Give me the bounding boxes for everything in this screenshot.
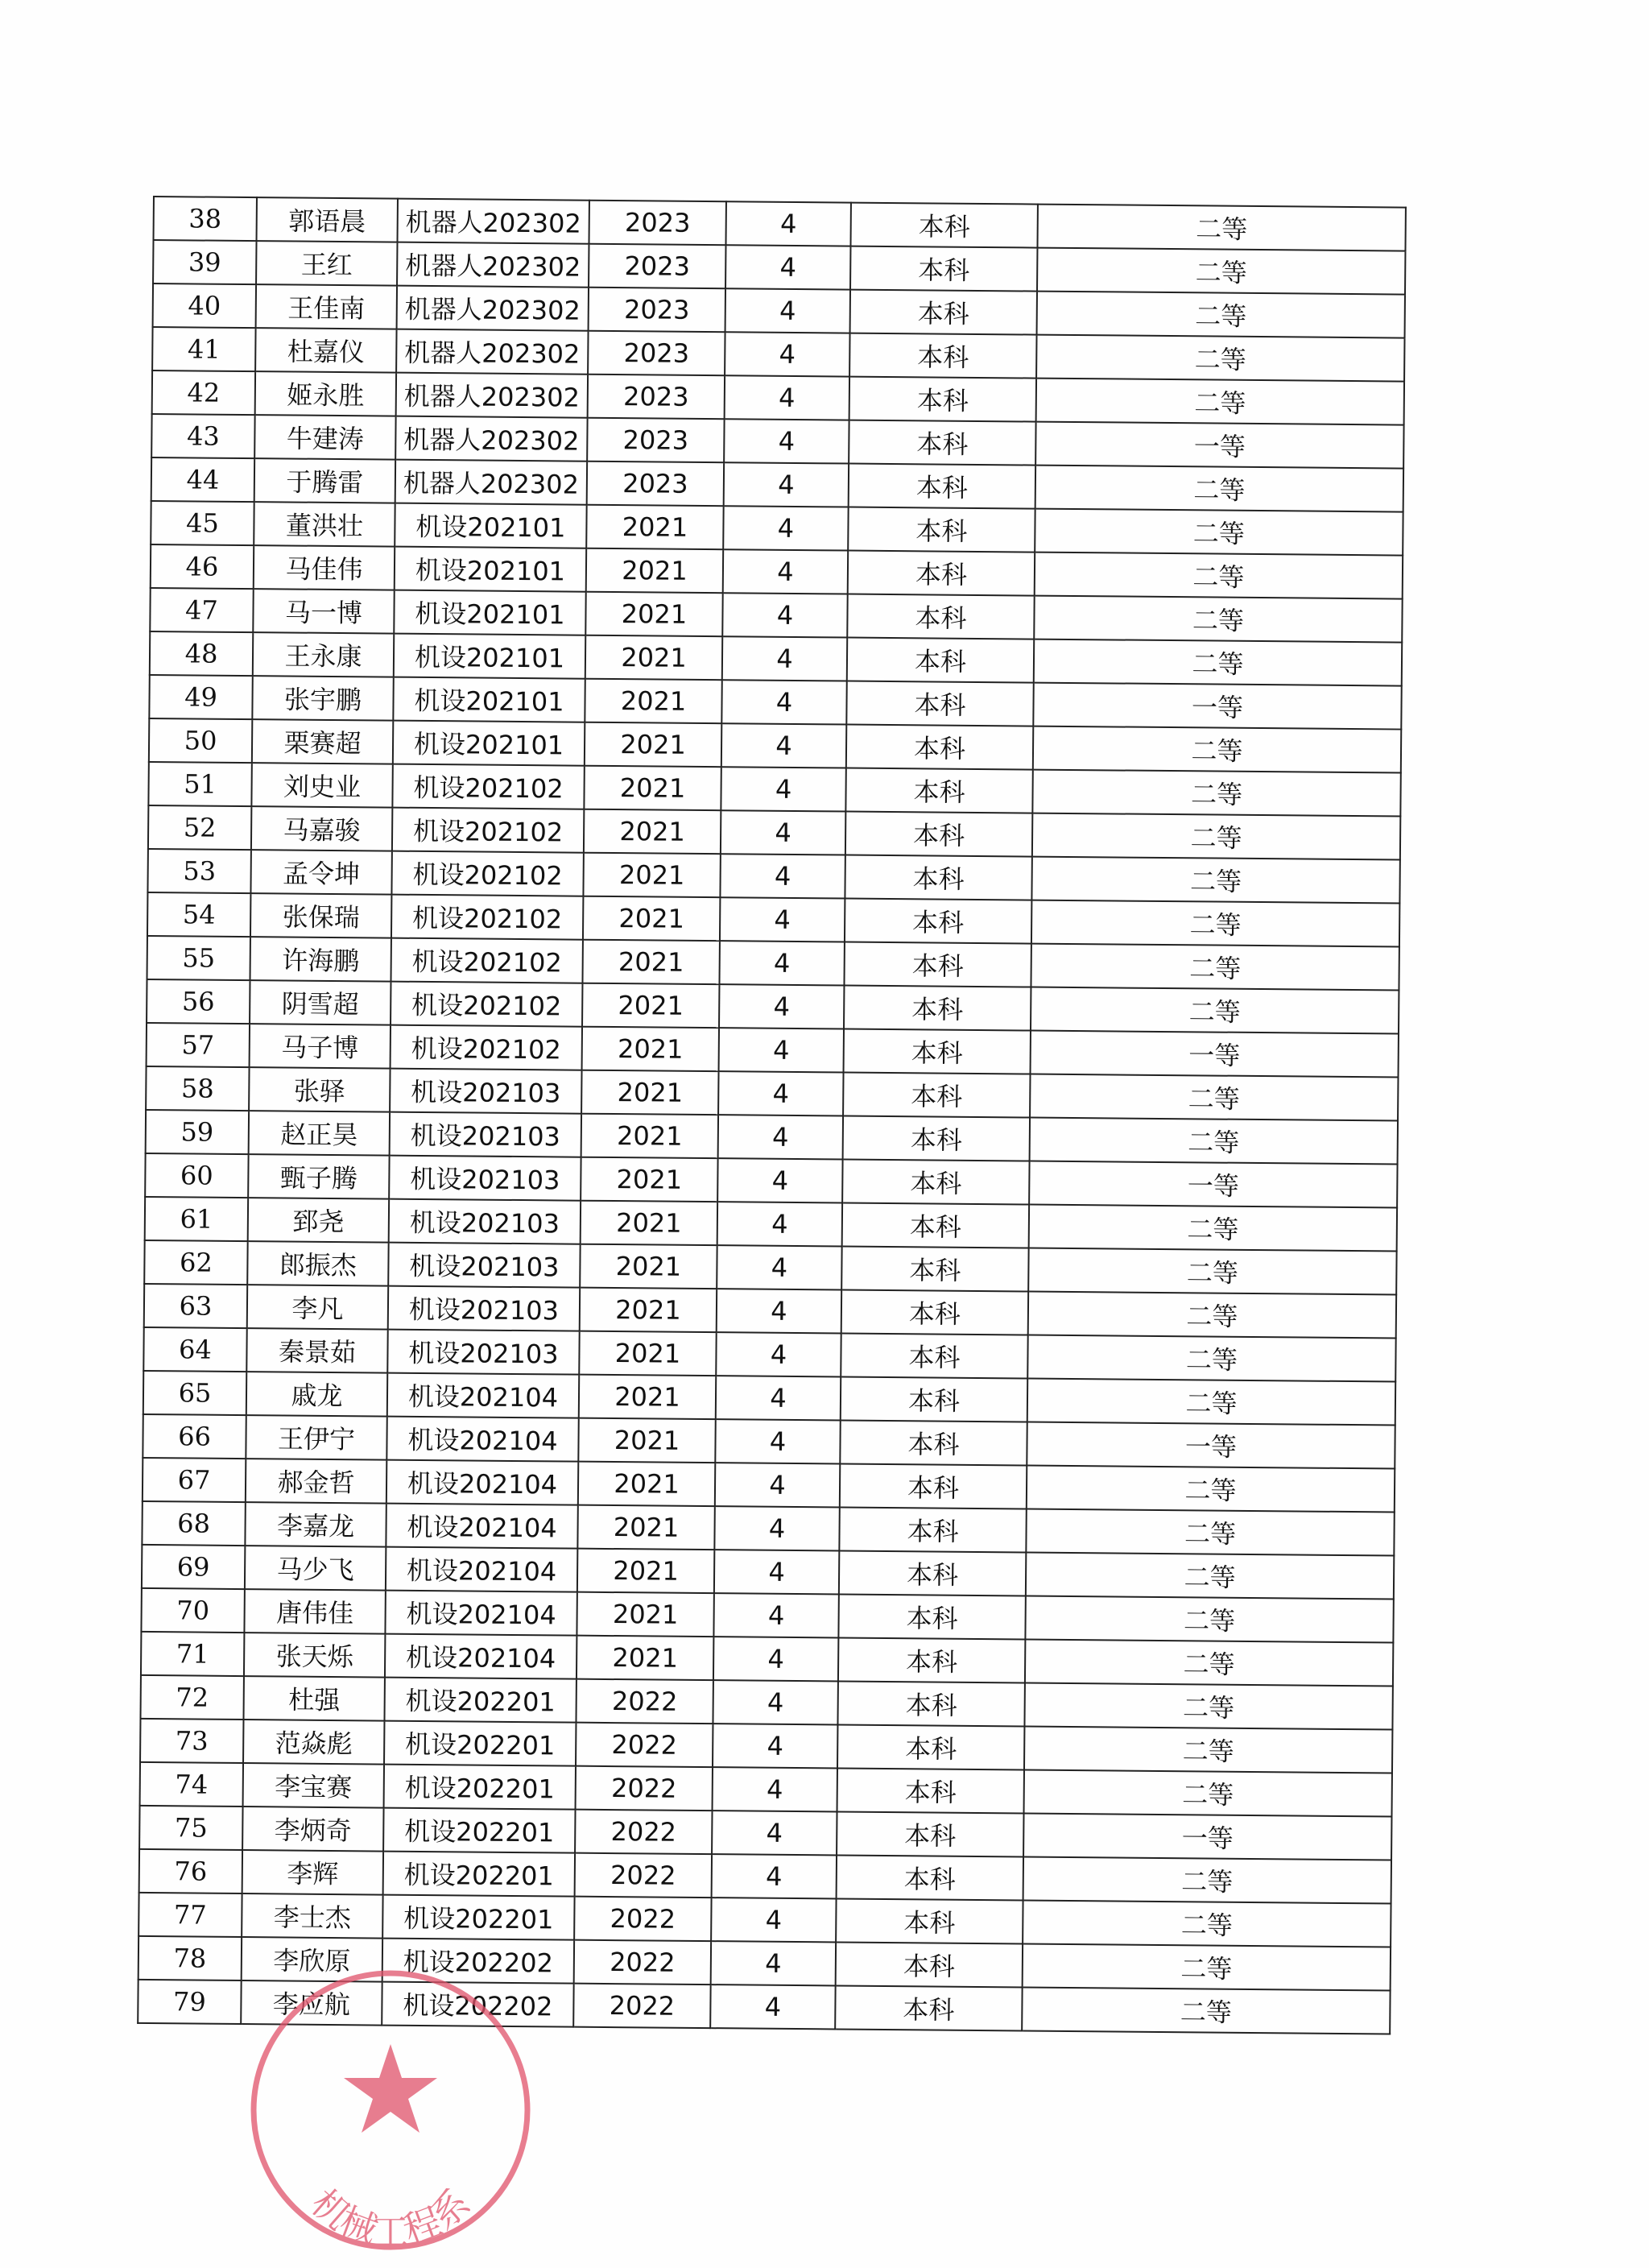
degree-level-cell: 本科 bbox=[849, 464, 1035, 509]
scholarship-level-cell: 二等 bbox=[1024, 1727, 1392, 1773]
student-name-cell: 范焱彪 bbox=[243, 1720, 384, 1765]
row-number-cell: 50 bbox=[149, 718, 252, 763]
enrollment-year-cell: 2022 bbox=[576, 1723, 713, 1767]
class-name-cell: 机设202202 bbox=[382, 1982, 573, 2027]
row-number-cell: 43 bbox=[151, 414, 254, 458]
seal-text: 机械工程系 bbox=[303, 2180, 478, 2254]
enrollment-year-cell: 2021 bbox=[581, 1157, 717, 1202]
student-name-cell: 王红 bbox=[256, 241, 397, 286]
student-name-cell: 郎振杰 bbox=[247, 1241, 388, 1286]
degree-level-cell: 本科 bbox=[842, 1160, 1029, 1205]
row-number-cell: 62 bbox=[144, 1240, 247, 1285]
enrollment-year-cell: 2021 bbox=[585, 679, 721, 723]
program-length-cell: 4 bbox=[717, 1289, 841, 1333]
class-name-cell: 机设202102 bbox=[391, 1025, 582, 1070]
degree-level-cell: 本科 bbox=[839, 1551, 1026, 1596]
degree-level-cell: 本科 bbox=[837, 1855, 1023, 1900]
student-name-cell: 姬永胜 bbox=[255, 371, 396, 416]
degree-level-cell: 本科 bbox=[836, 1942, 1023, 1987]
enrollment-year-cell: 2023 bbox=[587, 461, 724, 506]
row-number-cell: 71 bbox=[141, 1632, 244, 1676]
scholarship-level-cell: 一等 bbox=[1035, 422, 1403, 469]
program-length-cell: 4 bbox=[719, 941, 844, 985]
scholarship-level-cell: 一等 bbox=[1023, 1814, 1391, 1860]
scholarship-level-cell: 二等 bbox=[1027, 1335, 1395, 1382]
program-length-cell: 4 bbox=[725, 332, 849, 376]
student-name-cell: 董洪壮 bbox=[254, 502, 395, 547]
class-name-cell: 机设202101 bbox=[395, 503, 586, 548]
class-name-cell: 机设202103 bbox=[389, 1199, 581, 1244]
program-length-cell: 4 bbox=[711, 1898, 836, 1942]
student-name-cell: 戚龙 bbox=[246, 1372, 387, 1417]
row-number-cell: 48 bbox=[150, 631, 253, 676]
degree-level-cell: 本科 bbox=[847, 638, 1034, 683]
student-name-cell: 马佳伟 bbox=[254, 545, 395, 590]
enrollment-year-cell: 2021 bbox=[581, 1201, 717, 1245]
class-name-cell: 机设202101 bbox=[393, 721, 585, 766]
class-name-cell: 机设202101 bbox=[394, 590, 585, 635]
program-length-cell: 4 bbox=[713, 1724, 837, 1768]
class-name-cell: 机器人202302 bbox=[395, 460, 587, 505]
student-name-cell: 牛建涛 bbox=[254, 415, 395, 460]
row-number-cell: 64 bbox=[143, 1327, 246, 1372]
row-number-cell: 59 bbox=[146, 1110, 249, 1154]
program-length-cell: 4 bbox=[724, 419, 849, 463]
degree-level-cell: 本科 bbox=[849, 333, 1036, 379]
class-name-cell: 机设202102 bbox=[391, 938, 582, 983]
scholarship-level-cell: 二等 bbox=[1031, 857, 1399, 904]
row-number-cell: 63 bbox=[144, 1284, 247, 1328]
enrollment-year-cell: 2021 bbox=[577, 1549, 714, 1593]
class-name-cell: 机设202102 bbox=[391, 851, 583, 896]
student-name-cell: 张宇鹏 bbox=[252, 676, 393, 721]
scholarship-level-cell: 二等 bbox=[1023, 1901, 1391, 1947]
student-name-cell: 赵正昊 bbox=[249, 1111, 390, 1156]
row-number-cell: 45 bbox=[151, 501, 254, 545]
row-number-cell: 58 bbox=[146, 1066, 249, 1111]
row-number-cell: 68 bbox=[142, 1501, 245, 1546]
scholarship-level-cell: 二等 bbox=[1033, 726, 1401, 773]
seal-star bbox=[344, 2044, 437, 2133]
program-length-cell: 4 bbox=[719, 984, 844, 1028]
program-length-cell: 4 bbox=[717, 1158, 842, 1202]
scholarship-level-cell: 二等 bbox=[1037, 205, 1405, 251]
class-name-cell: 机设202103 bbox=[390, 1112, 581, 1157]
program-length-cell: 4 bbox=[724, 462, 849, 507]
class-name-cell: 机设202201 bbox=[384, 1678, 576, 1723]
scholarship-level-cell: 二等 bbox=[1032, 813, 1400, 860]
enrollment-year-cell: 2022 bbox=[576, 1766, 713, 1811]
student-name-cell: 王伊宁 bbox=[246, 1415, 386, 1460]
class-name-cell: 机设202202 bbox=[382, 1939, 574, 1984]
enrollment-year-cell: 2021 bbox=[585, 635, 722, 680]
scholarship-level-cell: 二等 bbox=[1034, 596, 1402, 643]
program-length-cell: 4 bbox=[720, 854, 845, 898]
student-name-cell: 李欣原 bbox=[242, 1937, 382, 1982]
class-name-cell: 机设202104 bbox=[386, 1504, 577, 1549]
student-name-cell: 栗赛超 bbox=[252, 719, 393, 764]
enrollment-year-cell: 2022 bbox=[575, 1853, 712, 1898]
degree-level-cell: 本科 bbox=[850, 290, 1037, 335]
class-name-cell: 机器人202302 bbox=[396, 373, 588, 418]
scholarship-level-cell: 二等 bbox=[1025, 1596, 1393, 1643]
degree-level-cell: 本科 bbox=[841, 1334, 1027, 1379]
class-name-cell: 机设202201 bbox=[383, 1852, 575, 1897]
class-name-cell: 机设202104 bbox=[386, 1417, 578, 1462]
enrollment-year-cell: 2023 bbox=[588, 375, 725, 419]
program-length-cell: 4 bbox=[718, 1071, 843, 1115]
row-number-cell: 55 bbox=[147, 936, 250, 980]
enrollment-year-cell: 2023 bbox=[589, 201, 725, 245]
program-length-cell: 4 bbox=[725, 375, 849, 420]
row-number-cell: 46 bbox=[151, 544, 254, 589]
row-number-cell: 77 bbox=[138, 1893, 242, 1937]
scholarship-level-cell: 二等 bbox=[1031, 944, 1399, 991]
enrollment-year-cell: 2021 bbox=[580, 1288, 717, 1332]
class-name-cell: 机设202104 bbox=[386, 1547, 577, 1592]
enrollment-year-cell: 2021 bbox=[585, 722, 721, 767]
scholarship-level-cell: 二等 bbox=[1022, 1988, 1390, 2034]
degree-level-cell: 本科 bbox=[849, 420, 1035, 466]
scholarship-level-cell: 二等 bbox=[1028, 1248, 1396, 1295]
degree-level-cell: 本科 bbox=[839, 1508, 1026, 1553]
program-length-cell: 4 bbox=[721, 767, 845, 811]
degree-level-cell: 本科 bbox=[848, 507, 1035, 553]
row-number-cell: 72 bbox=[140, 1675, 243, 1720]
degree-level-cell: 本科 bbox=[841, 1247, 1028, 1292]
row-number-cell: 78 bbox=[138, 1936, 242, 1980]
degree-level-cell: 本科 bbox=[837, 1724, 1024, 1769]
program-length-cell: 4 bbox=[716, 1376, 841, 1420]
enrollment-year-cell: 2021 bbox=[583, 896, 720, 941]
degree-level-cell: 本科 bbox=[849, 377, 1036, 422]
scholarship-level-cell: 二等 bbox=[1032, 770, 1400, 817]
program-length-cell: 4 bbox=[714, 1550, 839, 1594]
degree-level-cell: 本科 bbox=[843, 1073, 1030, 1118]
row-number-cell: 79 bbox=[138, 1980, 241, 2024]
row-number-cell: 75 bbox=[139, 1806, 242, 1850]
scholarship-level-cell: 一等 bbox=[1027, 1422, 1395, 1469]
class-name-cell: 机设202103 bbox=[387, 1330, 579, 1375]
class-name-cell: 机设202104 bbox=[386, 1460, 578, 1505]
class-name-cell: 机设202201 bbox=[384, 1765, 576, 1810]
student-name-cell: 刘史业 bbox=[251, 763, 392, 808]
enrollment-year-cell: 2021 bbox=[583, 853, 720, 897]
row-number-cell: 56 bbox=[147, 979, 250, 1024]
degree-level-cell: 本科 bbox=[845, 899, 1031, 944]
enrollment-year-cell: 2021 bbox=[585, 592, 722, 636]
scholarship-level-cell: 二等 bbox=[1035, 553, 1403, 599]
degree-level-cell: 本科 bbox=[844, 986, 1031, 1031]
degree-level-cell: 本科 bbox=[845, 855, 1031, 900]
row-number-cell: 61 bbox=[145, 1197, 248, 1241]
enrollment-year-cell: 2022 bbox=[573, 1984, 710, 2028]
row-number-cell: 57 bbox=[147, 1023, 250, 1067]
degree-level-cell: 本科 bbox=[848, 551, 1035, 596]
enrollment-year-cell: 2021 bbox=[578, 1418, 715, 1463]
program-length-cell: 4 bbox=[717, 1202, 842, 1246]
enrollment-year-cell: 2022 bbox=[574, 1897, 711, 1941]
student-name-cell: 阴雪超 bbox=[250, 980, 391, 1025]
class-name-cell: 机设202104 bbox=[385, 1591, 577, 1636]
row-number-cell: 74 bbox=[140, 1762, 243, 1807]
degree-level-cell: 本科 bbox=[842, 1203, 1029, 1248]
student-name-cell: 于腾雷 bbox=[254, 458, 395, 503]
class-name-cell: 机设202102 bbox=[392, 808, 584, 853]
student-name-cell: 马子博 bbox=[250, 1024, 391, 1069]
degree-level-cell: 本科 bbox=[837, 1681, 1024, 1726]
row-number-cell: 67 bbox=[143, 1458, 246, 1502]
student-name-cell: 杜嘉仪 bbox=[255, 328, 396, 373]
class-name-cell: 机设202104 bbox=[387, 1373, 579, 1418]
scholarship-level-cell: 二等 bbox=[1024, 1770, 1392, 1817]
row-number-cell: 60 bbox=[145, 1153, 248, 1198]
enrollment-year-cell: 2021 bbox=[577, 1636, 713, 1680]
student-name-cell: 唐伟佳 bbox=[244, 1589, 385, 1634]
program-length-cell: 4 bbox=[713, 1767, 837, 1811]
enrollment-year-cell: 2021 bbox=[586, 505, 723, 549]
enrollment-year-cell: 2023 bbox=[587, 418, 724, 462]
degree-level-cell: 本科 bbox=[841, 1377, 1027, 1422]
scholarship-level-cell: 二等 bbox=[1035, 509, 1403, 556]
program-length-cell: 4 bbox=[715, 1419, 840, 1463]
row-number-cell: 38 bbox=[154, 197, 257, 241]
student-name-cell: 孟令坤 bbox=[250, 850, 391, 895]
degree-level-cell: 本科 bbox=[841, 1290, 1028, 1335]
class-name-cell: 机设202102 bbox=[392, 764, 584, 809]
program-length-cell: 4 bbox=[721, 723, 846, 768]
student-name-cell: 王佳南 bbox=[256, 284, 397, 329]
class-name-cell: 机设202102 bbox=[391, 982, 582, 1027]
class-name-cell: 机设202101 bbox=[394, 634, 585, 679]
class-name-cell: 机设202101 bbox=[395, 547, 586, 592]
scholarship-level-cell: 二等 bbox=[1030, 1074, 1398, 1121]
scholarship-level-cell: 二等 bbox=[1030, 1118, 1398, 1165]
class-name-cell: 机设202104 bbox=[385, 1634, 577, 1679]
enrollment-year-cell: 2021 bbox=[582, 940, 719, 984]
row-number-cell: 42 bbox=[152, 370, 255, 415]
class-name-cell: 机设202201 bbox=[384, 1721, 576, 1766]
row-number-cell: 52 bbox=[148, 805, 251, 850]
scholarship-level-cell: 一等 bbox=[1033, 683, 1401, 730]
program-length-cell: 4 bbox=[719, 1028, 844, 1072]
student-name-cell: 张天烁 bbox=[244, 1633, 385, 1678]
row-number-cell: 49 bbox=[149, 675, 252, 719]
program-length-cell: 4 bbox=[715, 1463, 840, 1507]
program-length-cell: 4 bbox=[725, 201, 850, 246]
degree-level-cell: 本科 bbox=[840, 1464, 1027, 1509]
program-length-cell: 4 bbox=[711, 1941, 836, 1985]
enrollment-year-cell: 2021 bbox=[584, 766, 721, 810]
degree-level-cell: 本科 bbox=[845, 812, 1032, 857]
degree-level-cell: 本科 bbox=[844, 942, 1031, 987]
student-name-cell: 张保瑞 bbox=[250, 893, 391, 938]
row-number-cell: 65 bbox=[143, 1371, 246, 1415]
class-name-cell: 机设202103 bbox=[389, 1156, 581, 1201]
degree-level-cell: 本科 bbox=[837, 1811, 1023, 1856]
scholarship-level-cell: 二等 bbox=[1034, 639, 1402, 686]
scholarship-level-cell: 二等 bbox=[1024, 1683, 1392, 1730]
scholarship-level-cell: 一等 bbox=[1031, 1031, 1399, 1078]
program-length-cell: 4 bbox=[725, 288, 850, 333]
row-number-cell: 51 bbox=[148, 762, 251, 806]
student-name-cell: 马少飞 bbox=[245, 1546, 386, 1591]
degree-level-cell: 本科 bbox=[845, 768, 1032, 813]
program-length-cell: 4 bbox=[712, 1811, 837, 1855]
scholarship-level-cell: 二等 bbox=[1031, 900, 1399, 947]
enrollment-year-cell: 2022 bbox=[574, 1940, 711, 1984]
student-name-cell: 杜强 bbox=[243, 1676, 384, 1721]
class-name-cell: 机设202102 bbox=[391, 895, 583, 940]
student-name-cell: 李辉 bbox=[242, 1850, 383, 1895]
enrollment-year-cell: 2023 bbox=[588, 331, 725, 375]
program-length-cell: 4 bbox=[722, 593, 847, 637]
student-name-cell: 秦景茹 bbox=[246, 1328, 387, 1373]
row-number-cell: 41 bbox=[152, 327, 255, 371]
row-number-cell: 44 bbox=[151, 457, 254, 502]
degree-level-cell: 本科 bbox=[850, 246, 1037, 292]
enrollment-year-cell: 2021 bbox=[577, 1592, 713, 1637]
class-name-cell: 机设202103 bbox=[390, 1069, 581, 1114]
row-number-cell: 54 bbox=[147, 892, 250, 937]
student-name-cell: 马一博 bbox=[253, 589, 394, 634]
program-length-cell: 4 bbox=[717, 1245, 841, 1289]
class-name-cell: 机设202101 bbox=[393, 677, 585, 722]
scholarship-level-cell: 二等 bbox=[1028, 1292, 1396, 1339]
class-name-cell: 机器人202302 bbox=[397, 286, 589, 331]
class-name-cell: 机器人202302 bbox=[396, 329, 588, 375]
program-length-cell: 4 bbox=[714, 1506, 839, 1550]
degree-level-cell: 本科 bbox=[850, 203, 1037, 248]
program-length-cell: 4 bbox=[723, 549, 848, 594]
scholarship-level-cell: 二等 bbox=[1023, 1857, 1391, 1904]
row-number-cell: 47 bbox=[150, 588, 253, 632]
scholarship-level-cell: 二等 bbox=[1035, 466, 1403, 512]
student-name-cell: 郅尧 bbox=[248, 1198, 389, 1243]
degree-level-cell: 本科 bbox=[835, 1985, 1022, 2030]
program-length-cell: 4 bbox=[712, 1854, 837, 1898]
scholarship-table bbox=[137, 196, 1407, 2035]
student-name-cell: 郭语晨 bbox=[257, 197, 398, 242]
degree-level-cell: 本科 bbox=[844, 1029, 1031, 1074]
class-name-cell: 机器人202302 bbox=[395, 416, 587, 461]
scholarship-level-cell: 二等 bbox=[1037, 248, 1405, 295]
enrollment-year-cell: 2021 bbox=[581, 1070, 718, 1115]
student-name-cell: 王永康 bbox=[253, 632, 394, 677]
scholarship-level-cell: 二等 bbox=[1031, 987, 1399, 1034]
student-name-cell: 李凡 bbox=[247, 1285, 388, 1330]
enrollment-year-cell: 2021 bbox=[578, 1462, 715, 1506]
enrollment-year-cell: 2021 bbox=[582, 983, 719, 1028]
class-name-cell: 机器人202302 bbox=[398, 199, 589, 244]
scholarship-level-cell: 二等 bbox=[1029, 1205, 1397, 1252]
scholarship-level-cell: 二等 bbox=[1027, 1379, 1395, 1426]
degree-level-cell: 本科 bbox=[847, 594, 1034, 639]
row-number-cell: 73 bbox=[140, 1719, 243, 1763]
enrollment-year-cell: 2021 bbox=[579, 1375, 716, 1419]
class-name-cell: 机设202103 bbox=[388, 1286, 580, 1331]
degree-level-cell: 本科 bbox=[836, 1898, 1023, 1943]
class-name-cell: 机设202103 bbox=[388, 1243, 580, 1288]
program-length-cell: 4 bbox=[718, 1115, 843, 1159]
student-name-cell: 李嘉龙 bbox=[245, 1502, 386, 1547]
student-name-cell: 张驿 bbox=[249, 1067, 390, 1112]
enrollment-year-cell: 2021 bbox=[577, 1505, 714, 1550]
scholarship-level-cell: 二等 bbox=[1026, 1509, 1394, 1556]
scholarship-level-cell: 二等 bbox=[1027, 1466, 1395, 1513]
row-number-cell: 40 bbox=[153, 284, 256, 328]
class-name-cell: 机器人202302 bbox=[397, 242, 589, 288]
scholarship-level-cell: 二等 bbox=[1026, 1553, 1394, 1600]
student-name-cell: 李炳奇 bbox=[242, 1807, 383, 1852]
degree-level-cell: 本科 bbox=[837, 1768, 1024, 1813]
student-name-cell: 李士杰 bbox=[242, 1893, 382, 1939]
scholarship-level-cell: 二等 bbox=[1036, 379, 1404, 425]
student-name-cell: 许海鹏 bbox=[250, 937, 391, 982]
enrollment-year-cell: 2022 bbox=[575, 1810, 712, 1854]
degree-level-cell: 本科 bbox=[838, 1637, 1025, 1682]
enrollment-year-cell: 2022 bbox=[576, 1679, 713, 1724]
degree-level-cell: 本科 bbox=[838, 1595, 1025, 1640]
scholarship-level-cell: 二等 bbox=[1025, 1640, 1393, 1687]
program-length-cell: 4 bbox=[713, 1680, 837, 1724]
program-length-cell: 4 bbox=[710, 1984, 835, 2029]
program-length-cell: 4 bbox=[713, 1593, 838, 1637]
enrollment-year-cell: 2021 bbox=[581, 1114, 718, 1158]
scholarship-table-sheet bbox=[137, 196, 1405, 2034]
student-name-cell: 甄子腾 bbox=[248, 1154, 389, 1199]
class-name-cell: 机设202201 bbox=[382, 1895, 574, 1940]
scholarship-level-cell: 二等 bbox=[1037, 292, 1405, 338]
row-number-cell: 66 bbox=[143, 1414, 246, 1459]
program-length-cell: 4 bbox=[713, 1637, 838, 1681]
program-length-cell: 4 bbox=[720, 897, 845, 942]
program-length-cell: 4 bbox=[716, 1332, 841, 1376]
enrollment-year-cell: 2021 bbox=[580, 1244, 717, 1289]
degree-level-cell: 本科 bbox=[843, 1116, 1030, 1161]
table-body bbox=[138, 197, 1406, 2034]
program-length-cell: 4 bbox=[722, 636, 847, 681]
program-length-cell: 4 bbox=[725, 245, 850, 289]
enrollment-year-cell: 2021 bbox=[586, 548, 723, 593]
student-name-cell: 李应航 bbox=[241, 1980, 382, 2026]
degree-level-cell: 本科 bbox=[840, 1421, 1027, 1466]
scholarship-level-cell: 一等 bbox=[1029, 1161, 1397, 1208]
enrollment-year-cell: 2023 bbox=[589, 288, 725, 332]
row-number-cell: 69 bbox=[142, 1545, 245, 1589]
class-name-cell: 机设202201 bbox=[383, 1808, 575, 1853]
program-length-cell: 4 bbox=[721, 810, 845, 855]
enrollment-year-cell: 2023 bbox=[589, 244, 725, 288]
student-name-cell: 郝金哲 bbox=[246, 1459, 386, 1504]
scholarship-level-cell: 二等 bbox=[1023, 1944, 1391, 1991]
student-name-cell: 马嘉骏 bbox=[251, 806, 392, 851]
degree-level-cell: 本科 bbox=[846, 681, 1033, 726]
row-number-cell: 70 bbox=[141, 1588, 244, 1633]
student-name-cell: 李宝赛 bbox=[243, 1763, 384, 1808]
program-length-cell: 4 bbox=[721, 680, 846, 724]
row-number-cell: 76 bbox=[139, 1849, 242, 1893]
enrollment-year-cell: 2021 bbox=[582, 1027, 719, 1071]
row-number-cell: 39 bbox=[153, 240, 256, 284]
row-number-cell: 53 bbox=[147, 849, 250, 893]
degree-level-cell: 本科 bbox=[846, 725, 1033, 770]
enrollment-year-cell: 2021 bbox=[584, 809, 721, 854]
program-length-cell: 4 bbox=[723, 506, 848, 550]
scholarship-level-cell: 二等 bbox=[1036, 335, 1404, 382]
enrollment-year-cell: 2021 bbox=[579, 1331, 716, 1376]
